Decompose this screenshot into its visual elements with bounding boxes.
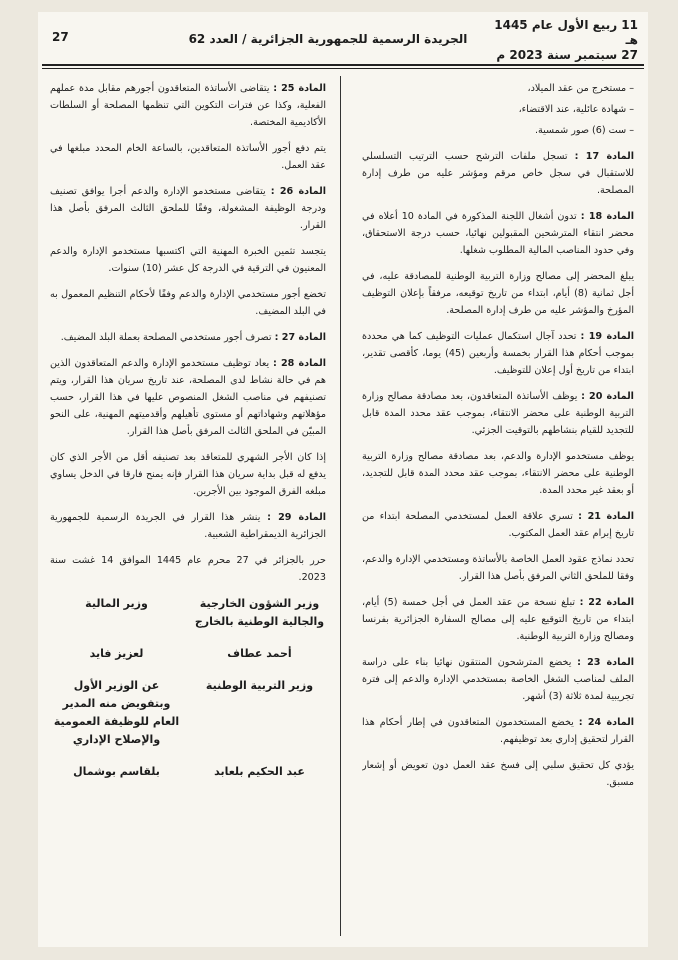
article-24: [362, 714, 634, 748]
article-25-paragraph: [50, 140, 326, 174]
article-label: المادة 23 :: [577, 657, 634, 668]
article-label: المادة 17 :: [574, 151, 634, 162]
article-text: تدون أشغال اللجنة المذكورة في المادة 10 أعلاه في محضر انتقاء المترشحين المقبولين نهائيا، حسب درجة الاستحقاق، وفي حدود المناصب المالية المطلوب شغلها.: [362, 211, 634, 256]
page-header: [38, 18, 648, 66]
article-26-paragraph: [50, 286, 326, 320]
bullet-item: – مستخرج من عقد الميلاد،: [527, 83, 634, 94]
article-label: المادة 22 :: [579, 597, 634, 608]
date-gregorian: 27 سبتمبر سنة 2023 م: [496, 48, 638, 62]
article-29: [50, 509, 326, 543]
journal-title: الجريدة الرسمية للجمهورية الجزائرية / العدد 62: [188, 32, 468, 46]
date-hijri: 11 ربيع الأول عام 1445 هـ: [494, 18, 638, 47]
signatures: [50, 595, 326, 781]
article-text: ينشر هذا القرار في الجريدة الرسمية للجمهورية الجزائرية الديمقراطية الشعبية.: [50, 512, 326, 540]
article-text: يعاد توظيف مستخدمو الإدارة والدعم المتعاقدون الذين هم في حالة نشاط لدى المصلحة، عند تاريخ سريان هذا القرار، ويتم تصنيفهم في مناصب الشغل المنصوص عليها في هذا القرار، حسب مؤهلاتهم وشهاداتهم أو مستوى تأهيلهم وأقدميتهم المهنية، على النحو المبيّن في الملحق الثالث المرفق بأصل هذا القرار.: [50, 358, 326, 437]
article-27: [50, 329, 326, 346]
article-18: [362, 208, 634, 259]
journal-page: [38, 12, 648, 947]
article-label: المادة 26 :: [270, 186, 326, 197]
article-label: المادة 19 :: [580, 331, 634, 342]
article-text: يتقاضى مستخدمو الإدارة والدعم أجرا يوافق تصنيف ودرجة الوظيفة المشغولة، وفقًا للملحق الثالث المرفق بأصل هذا القرار.: [50, 186, 326, 231]
article-text: يوظف مستخدمو الإدارة والدعم، بعد مصادقة مصالح وزارة التربية الوطنية على محضر الانتقاء، بموجب عقد محدد المدة قابل للتجديد، أو بعقد غير محدد المدة.: [362, 451, 634, 496]
page-number: 27: [52, 30, 69, 44]
article-20-paragraph: [362, 448, 634, 499]
article-label: المادة 20 :: [581, 391, 634, 402]
article-22: [362, 594, 634, 645]
article-label: المادة 28 :: [273, 358, 326, 369]
article-26: [50, 183, 326, 234]
article-label: المادة 27 :: [274, 332, 326, 343]
article-25: [50, 80, 326, 131]
article-label: المادة 18 :: [580, 211, 634, 222]
bullet-item: – ست (6) صور شمسية.: [534, 125, 634, 136]
article-26-paragraph: [50, 243, 326, 277]
signatory-name: لعزيز فايد: [89, 647, 144, 660]
article-text: تحدد نماذج عقود العمل الخاصة بالأساتذة ومستخدمي الإدارة والدعم، وفقا للملحق الثاني المرفق بأصل هذا القرار.: [362, 554, 634, 582]
article-text: يتم دفع أجور الأساتذة المتعاقدين، بالساعة الخام المحدد مبلغها في عقد العمل.: [50, 143, 326, 171]
article-text: يخضع المترشحون المنتقون نهائيا بناء على دراسة الملف لمناصب الشغل الخاصة بمستخدمي الإدارة والدعم إلى فترة تجريبية لمدة ثلاثة (3) أشهر.: [362, 657, 634, 702]
article-text: إذا كان الأجر الشهري للمتعاقد بعد تصنيفه أقل من الأجر الذي كان يدفع له قبل بداية سريان هذا القرار فإنه يمنح فارقا في الدخل يساوي مبلغه الفرق الموجود بين الأجرين.: [50, 452, 326, 497]
article-text: يتقاضى الأساتذة المتعاقدون أجورهم مقابل مدة عملهم الفعلية، وكذا عن فترات التكوين التي تنظمها المصلحة أو السلطات الأكاديمية المختصة.: [50, 83, 326, 128]
article-text: تخضع أجور مستخدمي الإدارة والدعم وفقًا لأحكام التنظيم المعمول به في البلد المضيف.: [50, 289, 326, 317]
signing-date: [50, 552, 326, 586]
article-text: يبلغ المحضر إلى مصالح وزارة التربية الوطنية للمصادقة عليه، في أجل ثمانية (8) أيام، ابتداء من تاريخ توقيعه، مرفقاً بإعلان التوظيف المؤرخ والمؤشر عليه من طرف إدارة المصلحة.: [362, 271, 634, 316]
article-text: حرر بالجزائر في 27 محرم عام 1445 الموافق 14 غشت سنة 2023.: [50, 555, 326, 583]
article-text: يتجسد تثمين الخبرة المهنية التي اكتسبها مستخدمو الإدارة والدعم المعنيون في الترقية في الدرجة كل عشر (10) سنوات.: [50, 246, 326, 274]
article-label: المادة 24 :: [578, 717, 634, 728]
article-text: يوظف الأساتذة المتعاقدون، بعد مصادقة مصالح وزارة التربية الوطنية على محضر الانتقاء، بموجب عقد محدد المدة قابل للتجديد للقيام بنشاطهم بالتوقيت الجزئي.: [362, 391, 634, 436]
article-24-paragraph: [362, 757, 634, 791]
article-20: [362, 388, 634, 439]
right-column: [362, 80, 634, 940]
article-21: [362, 508, 634, 542]
article-label: المادة 21 :: [578, 511, 634, 522]
article-text: يخضع المستخدمون المتعاقدون في إطار أحكام هذا القرار لتحقيق إداري بعد توظيفهم.: [362, 717, 634, 745]
article-text: تسري علاقة العمل لمستخدمي المصلحة ابتداء من تاريخ إبرام عقد العمل المكتوب.: [362, 511, 634, 539]
article-text: تبلغ نسخة من عقد العمل في أجل خمسة (5) أيام، ابتداء من تاريخ التوقيع عليه إلى مصالح السفارة الجزائرية بفرنسا ومصالح وزارة التربية الوطنية.: [362, 597, 634, 642]
article-21-paragraph: [362, 551, 634, 585]
bullet-item: – شهادة عائلية، عند الاقتضاء،: [518, 104, 634, 115]
header-rule: [42, 64, 644, 66]
article-text: تسجل ملفات الترشح حسب الترتيب التسلسلي للاستقبال في سجل خاص مرقم ومؤشر عليه من طرف إدارة المصلحة.: [362, 151, 634, 196]
article-28: [50, 355, 326, 440]
article-23: [362, 654, 634, 705]
article-label: المادة 29 :: [267, 512, 326, 523]
signature-title: وزير المالية: [85, 597, 148, 610]
signature-title: وزير الشؤون الخارجية والجالية الوطنية بالخارج: [194, 597, 325, 628]
signatory-name: أحمد عطاف: [227, 647, 292, 660]
left-column: [50, 80, 326, 940]
article-17: [362, 148, 634, 199]
signature-title: وزير التربية الوطنية: [205, 679, 314, 692]
article-text: تحدد آجال استكمال عمليات التوظيف كما هي محددة بموجب أحكام هذا القرار بخمسة وأربعين (45) يوما، كأقصى تقدير، ابتداء من تاريخ أول إعلان للتوظيف.: [362, 331, 634, 376]
article-18-paragraph: [362, 268, 634, 319]
header-rule-thin: [42, 68, 644, 69]
article-19: [362, 328, 634, 379]
signatory-name: عبد الحكيم بلعابد: [214, 765, 305, 778]
article-label: المادة 25 :: [273, 83, 326, 94]
article-text: يؤدي كل تحقيق سلبي إلى فسخ عقد العمل دون تعويض أو إشعار مسبق.: [362, 760, 634, 788]
signature-title: عن الوزير الأول وبتفويض منه المدير العام للوظيفة العمومية والإصلاح الإداري: [53, 679, 180, 746]
signatory-name: بلقاسم بوشمال: [73, 765, 160, 778]
header-date: [488, 18, 638, 63]
column-divider: [340, 76, 341, 936]
article-text: تصرف أجور مستخدمي المصلحة بعملة البلد المضيف.: [60, 332, 272, 343]
article-28-paragraph: [50, 449, 326, 500]
